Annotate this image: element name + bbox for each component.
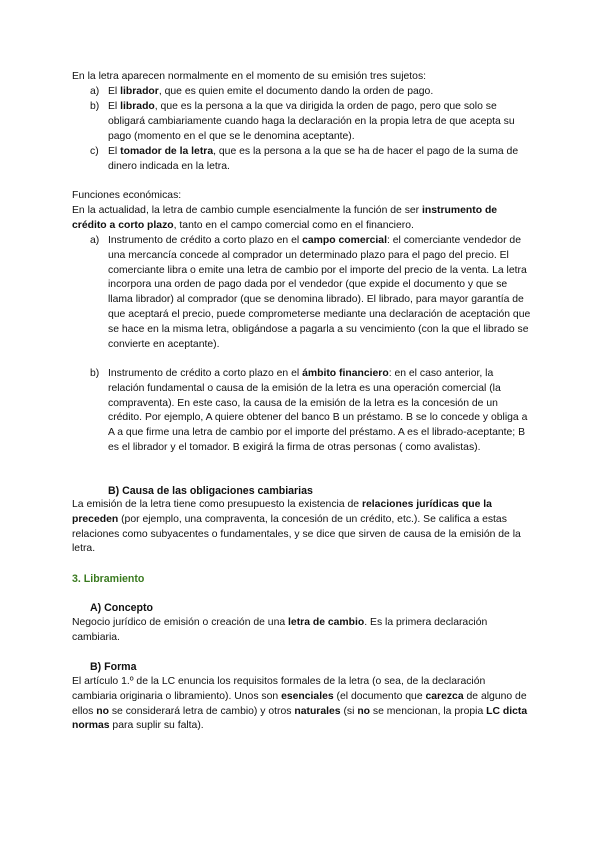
intro-item-text: El librador, que es quien emite el documento dando la orden de pago. [108, 86, 434, 97]
term-ambito-financiero: ámbito financiero [302, 368, 389, 379]
term-campo-comercial: campo comercial [302, 235, 387, 246]
term-carezca: carezca [425, 690, 464, 702]
causa-heading: B) Causa de las obligaciones cambiarias [108, 485, 313, 497]
funciones-item-text: Instrumento de crédito a corto plazo en el campo comercial: el comerciante vendedor de una mercancía concede al comprador un determinado plazo para el pago del precio. El comerciante libra o emite una letra de cambio por el importe del precio de la venta. La letra incorpora una orden de pago dada por el vendedor (que expide el documento y que se llama librador) al comprador (que se denomina librado). El librado, para mayor garantía de que aceptará el precio, puede comprometerse mediante una declaración de aceptación que se hace en la misma letra, obligándose a pagarla a su vencimiento (con la que el librado se convierte en aceptante). [108, 235, 531, 350]
forma-heading: B) Forma [90, 661, 137, 673]
term-lc-dicta-normas: LC dicta normas [72, 705, 528, 732]
term-relaciones-juridicas: relaciones jurídicas que la preceden [72, 499, 492, 525]
intro-item-marker: c) [90, 146, 99, 157]
intro-item-text: El librado, que es la persona a la que va dirigida la orden de pago, pero que solo se obligará cambiariamente cuando haga la declaración en la propia letra de que acepta su pago (momento en el que se le denomina aceptante). [108, 101, 515, 142]
term-no: no [96, 705, 109, 717]
funciones-item-text: Instrumento de crédito a corto plazo en el ámbito financiero: en el caso anterior, la relación fundamental o causa de la emisión de la letra es una operación comercial (la compraventa). En este caso, la causa de la emisión de la letra es la concesión de un crédito. Por ejemplo, A quiere obtener del banco B un préstamo. B se lo concede y obliga a A a que firme una letra de cambio por el importe del préstamo. A es el librado-aceptante; B es el librador y el tomador. B exigirá la firma de otras personas ( como avalistas). [108, 368, 528, 453]
term-naturales: naturales [294, 705, 341, 717]
intro-text: En la letra aparecen normalmente en el momento de su emisión tres sujetos: [72, 71, 427, 82]
term-esenciales: esenciales [281, 690, 334, 702]
concepto-heading: A) Concepto [90, 602, 153, 614]
intro-item-marker: a) [90, 86, 100, 97]
intro-item-c [90, 145, 532, 175]
intro-item-a [90, 85, 532, 100]
intro-paragraph [72, 70, 532, 85]
term-letra-de-cambio: letra de cambio [288, 617, 365, 628]
funciones-heading: Funciones económicas: [72, 190, 182, 201]
funciones-item-b [90, 367, 532, 456]
funciones-item-marker: a) [90, 235, 100, 246]
term-librador: librador [120, 86, 159, 97]
term-instrumento-credito: instrumento de crédito a corto plazo [72, 205, 498, 231]
funciones-item-marker: b) [90, 368, 100, 379]
funciones-item-a [90, 234, 532, 352]
intro-item-text: El tomador de la letra, que es la persona a la que se ha de hacer el pago de la suma de dinero indicada en la letra. [108, 146, 519, 172]
concepto-paragraph: Negocio jurídico de emisión o creación de una letra de cambio. Es la primera declaración cambiaria. [72, 617, 488, 643]
libramiento-heading: 3. Libramiento [72, 573, 145, 585]
forma-paragraph: El artículo 1.º de la LC enuncia los requisitos formales de la letra (o sea, de la declaración cambiaria originaria o libramiento). Unos son esenciales (el documento que carezca de alguno de ellos no se considerará letra de cambio) y otros naturales (si no se mencionan, la propia LC dicta normas para suplir su falta). [72, 676, 528, 732]
causa-paragraph: La emisión de la letra tiene como presupuesto la existencia de relaciones jurídicas que la preceden (por ejemplo, una compraventa, la concesión de un crédito, etc.). Se califica a estas relaciones como subyacentes o fundamentales, y se dice que sirven de causa de la emisión de la letra. [72, 499, 521, 555]
intro-item-marker: b) [90, 101, 100, 112]
term-no: no [357, 705, 371, 717]
funciones-paragraph: En la actualidad, la letra de cambio cumple esencialmente la función de ser instrumento de crédito a corto plazo, tanto en el campo comercial como en el financiero. [72, 205, 498, 231]
intro-item-b [90, 100, 532, 144]
term-tomador: tomador de la letra [120, 146, 214, 157]
term-librado: librado [120, 101, 155, 112]
